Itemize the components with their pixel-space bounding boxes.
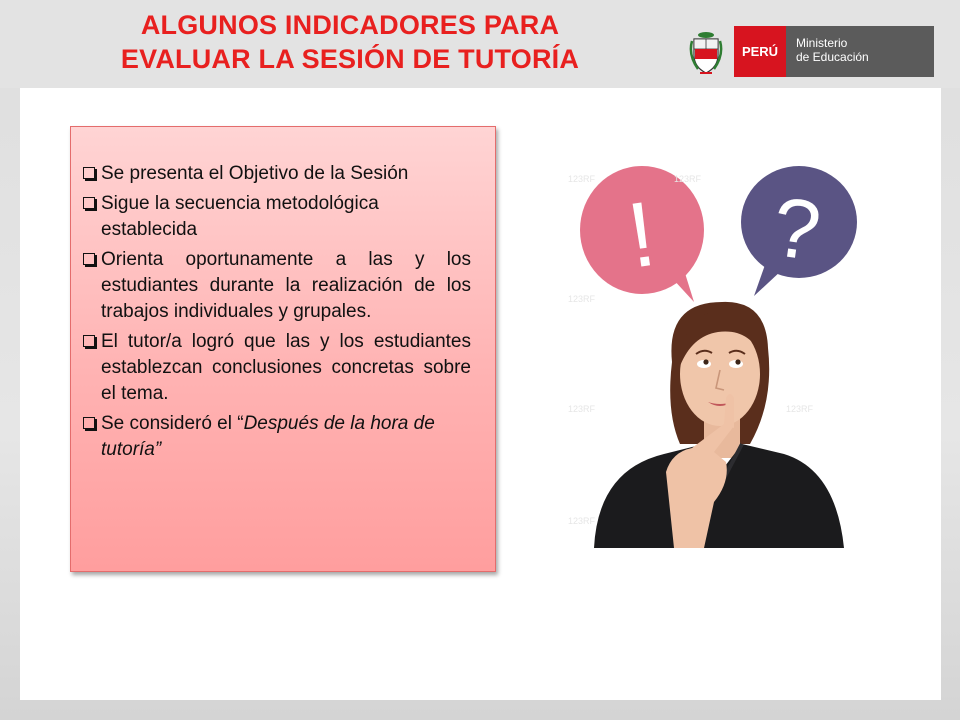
ministry-line-2: de Educación (796, 50, 869, 64)
checkbox-bullet-icon (83, 417, 95, 429)
list-item (83, 411, 471, 463)
list-item (83, 247, 471, 325)
coat-of-arms-icon (684, 26, 728, 77)
checkbox-bullet-icon (83, 335, 95, 347)
indicator-text-3: Orienta oportunamente a las y los estudiantes durante la realización de los trabajos individuales y grupales. (101, 249, 471, 322)
svg-text:123RF: 123RF (568, 404, 596, 414)
svg-text:123RF: 123RF (786, 404, 814, 414)
exclamation-symbol: ! (621, 182, 662, 288)
thinking-woman-illustration (554, 152, 860, 548)
indicator-text-5-prefix: Se consideró el “ (101, 413, 244, 434)
svg-text:123RF: 123RF (674, 174, 702, 184)
list-item (83, 191, 471, 243)
list-item (83, 161, 471, 187)
question-symbol: ? (766, 178, 827, 279)
title-line-1: ALGUNOS INDICADORES PARA (140, 10, 560, 40)
checkbox-bullet-icon (83, 197, 95, 209)
question-bubble-icon (741, 166, 857, 296)
exclamation-bubble-icon (580, 166, 704, 302)
slide-title (40, 8, 660, 76)
svg-text:123RF: 123RF (568, 174, 596, 184)
checkbox-bullet-icon (83, 253, 95, 265)
svg-text:123RF: 123RF (568, 294, 596, 304)
indicator-text-4: El tutor/a logró que las y los estudiantes establezcan conclusiones concretas sobre el tema. (101, 331, 471, 404)
indicator-text-2: Sigue la secuencia metodológica establecida (101, 193, 379, 240)
peru-label: PERÚ (734, 26, 786, 77)
indicators-box (70, 126, 496, 572)
indicator-text-5-italic: Después de la hora de tutoría” (101, 413, 435, 460)
ministry-line-1: Ministerio (796, 36, 848, 50)
indicator-text-1: Se presenta el Objetivo de la Sesión (101, 163, 409, 184)
indicators-list (71, 127, 495, 463)
svg-text:123RF: 123RF (568, 516, 596, 526)
ministry-label (786, 26, 934, 77)
list-item (83, 329, 471, 407)
checkbox-bullet-icon (83, 167, 95, 179)
title-line-2: EVALUAR LA SESIÓN DE TUTORÍA (120, 44, 580, 74)
ministry-logo (684, 26, 934, 77)
woman-figure (594, 302, 844, 548)
